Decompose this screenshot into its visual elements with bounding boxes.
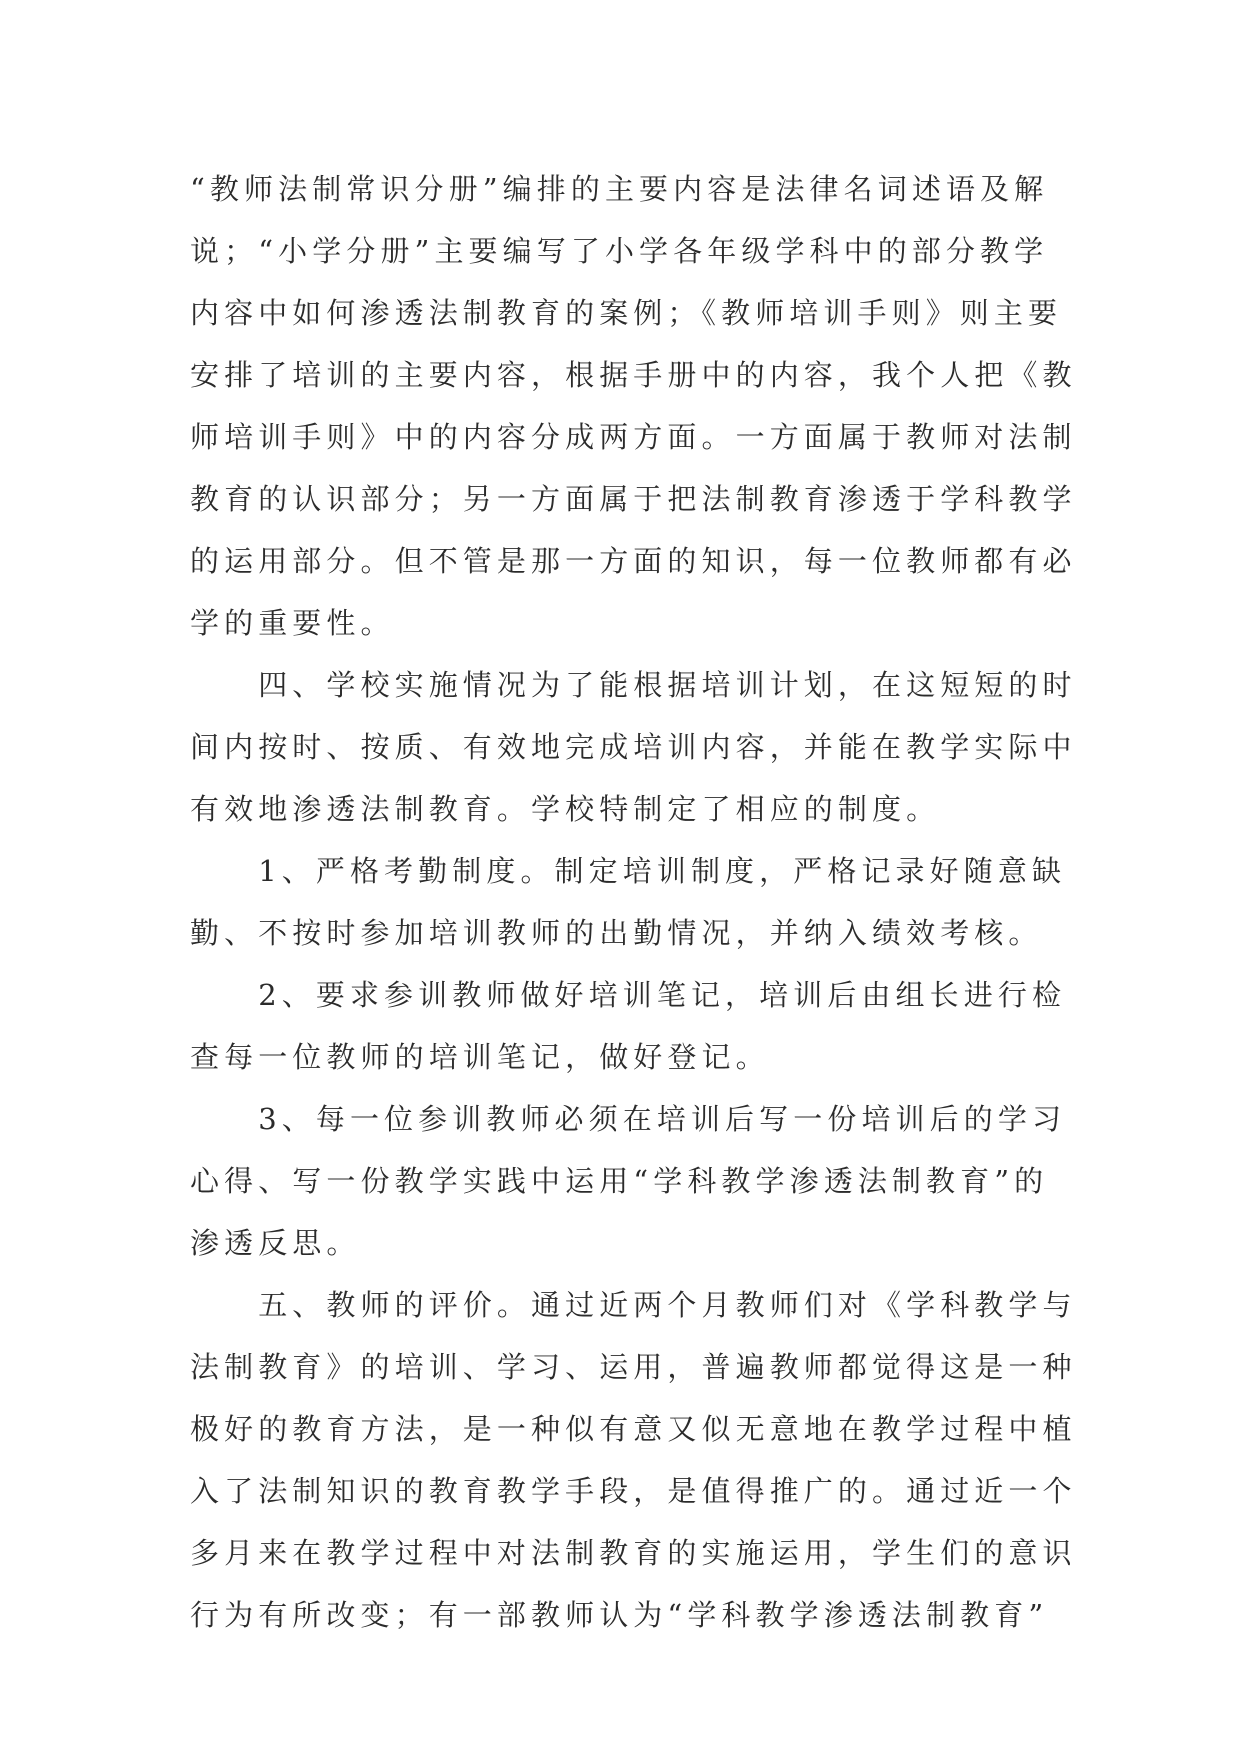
text-line: 极好的教育方法，是一种似有意又似无意地在教学过程中植 xyxy=(190,1412,1077,1446)
text-line: 的运用部分。但不管是那一方面的知识，每一位教师都有必 xyxy=(190,544,1077,578)
text-line: 行为有所改变；有一部教师认为“学科教学渗透法制教育” xyxy=(190,1598,1049,1632)
text-line: 说；“小学分册”主要编写了小学各年级学科中的部分教学 xyxy=(190,234,1049,268)
text-line: 心得、写一份教学实践中运用“学科教学渗透法制教育”的 xyxy=(190,1164,1049,1198)
list-item-line: 1、严格考勤制度。制定培训制度，严格记录好随意缺 xyxy=(190,854,1067,888)
text-line: 勤、不按时参加培训教师的出勤情况，并纳入绩效考核。 xyxy=(190,916,1043,950)
text-line: 间内按时、按质、有效地完成培训内容，并能在教学实际中 xyxy=(190,730,1077,764)
list-item-line: 2、要求参训教师做好培训笔记，培训后由组长进行检 xyxy=(190,978,1067,1012)
text-line: 教育的认识部分；另一方面属于把法制教育渗透于学科教学 xyxy=(190,482,1077,516)
text-line: 有效地渗透法制教育。学校特制定了相应的制度。 xyxy=(190,792,941,826)
text-line: 学的重要性。 xyxy=(190,606,395,640)
text-line: 师培训手则》中的内容分成两方面。一方面属于教师对法制 xyxy=(190,420,1077,454)
text-line: “教师法制常识分册”编排的主要内容是法律名词述语及解 xyxy=(190,172,1049,206)
text-line: 法制教育》的培训、学习、运用，普遍教师都觉得这是一种 xyxy=(190,1350,1077,1384)
section-heading-line: 五、教师的评价。通过近两个月教师们对《学科教学与 xyxy=(190,1288,1077,1322)
text-line: 入了法制知识的教育教学手段，是值得推广的。通过近一个 xyxy=(190,1474,1077,1508)
text-line: 渗透反思。 xyxy=(190,1226,361,1260)
text-line: 查每一位教师的培训笔记，做好登记。 xyxy=(190,1040,770,1074)
text-line: 内容中如何渗透法制教育的案例；《教师培训手则》则主要 xyxy=(190,296,1063,330)
text-line: 安排了培训的主要内容，根据手册中的内容，我个人把《教 xyxy=(190,358,1077,392)
body-text xyxy=(190,158,1077,1646)
text-line: 多月来在教学过程中对法制教育的实施运用，学生们的意识 xyxy=(190,1536,1077,1570)
list-item-line: 3、每一位参训教师必须在培训后写一份培训后的学习 xyxy=(190,1102,1067,1136)
section-heading-line: 四、学校实施情况为了能根据培训计划，在这短短的时 xyxy=(190,668,1077,702)
